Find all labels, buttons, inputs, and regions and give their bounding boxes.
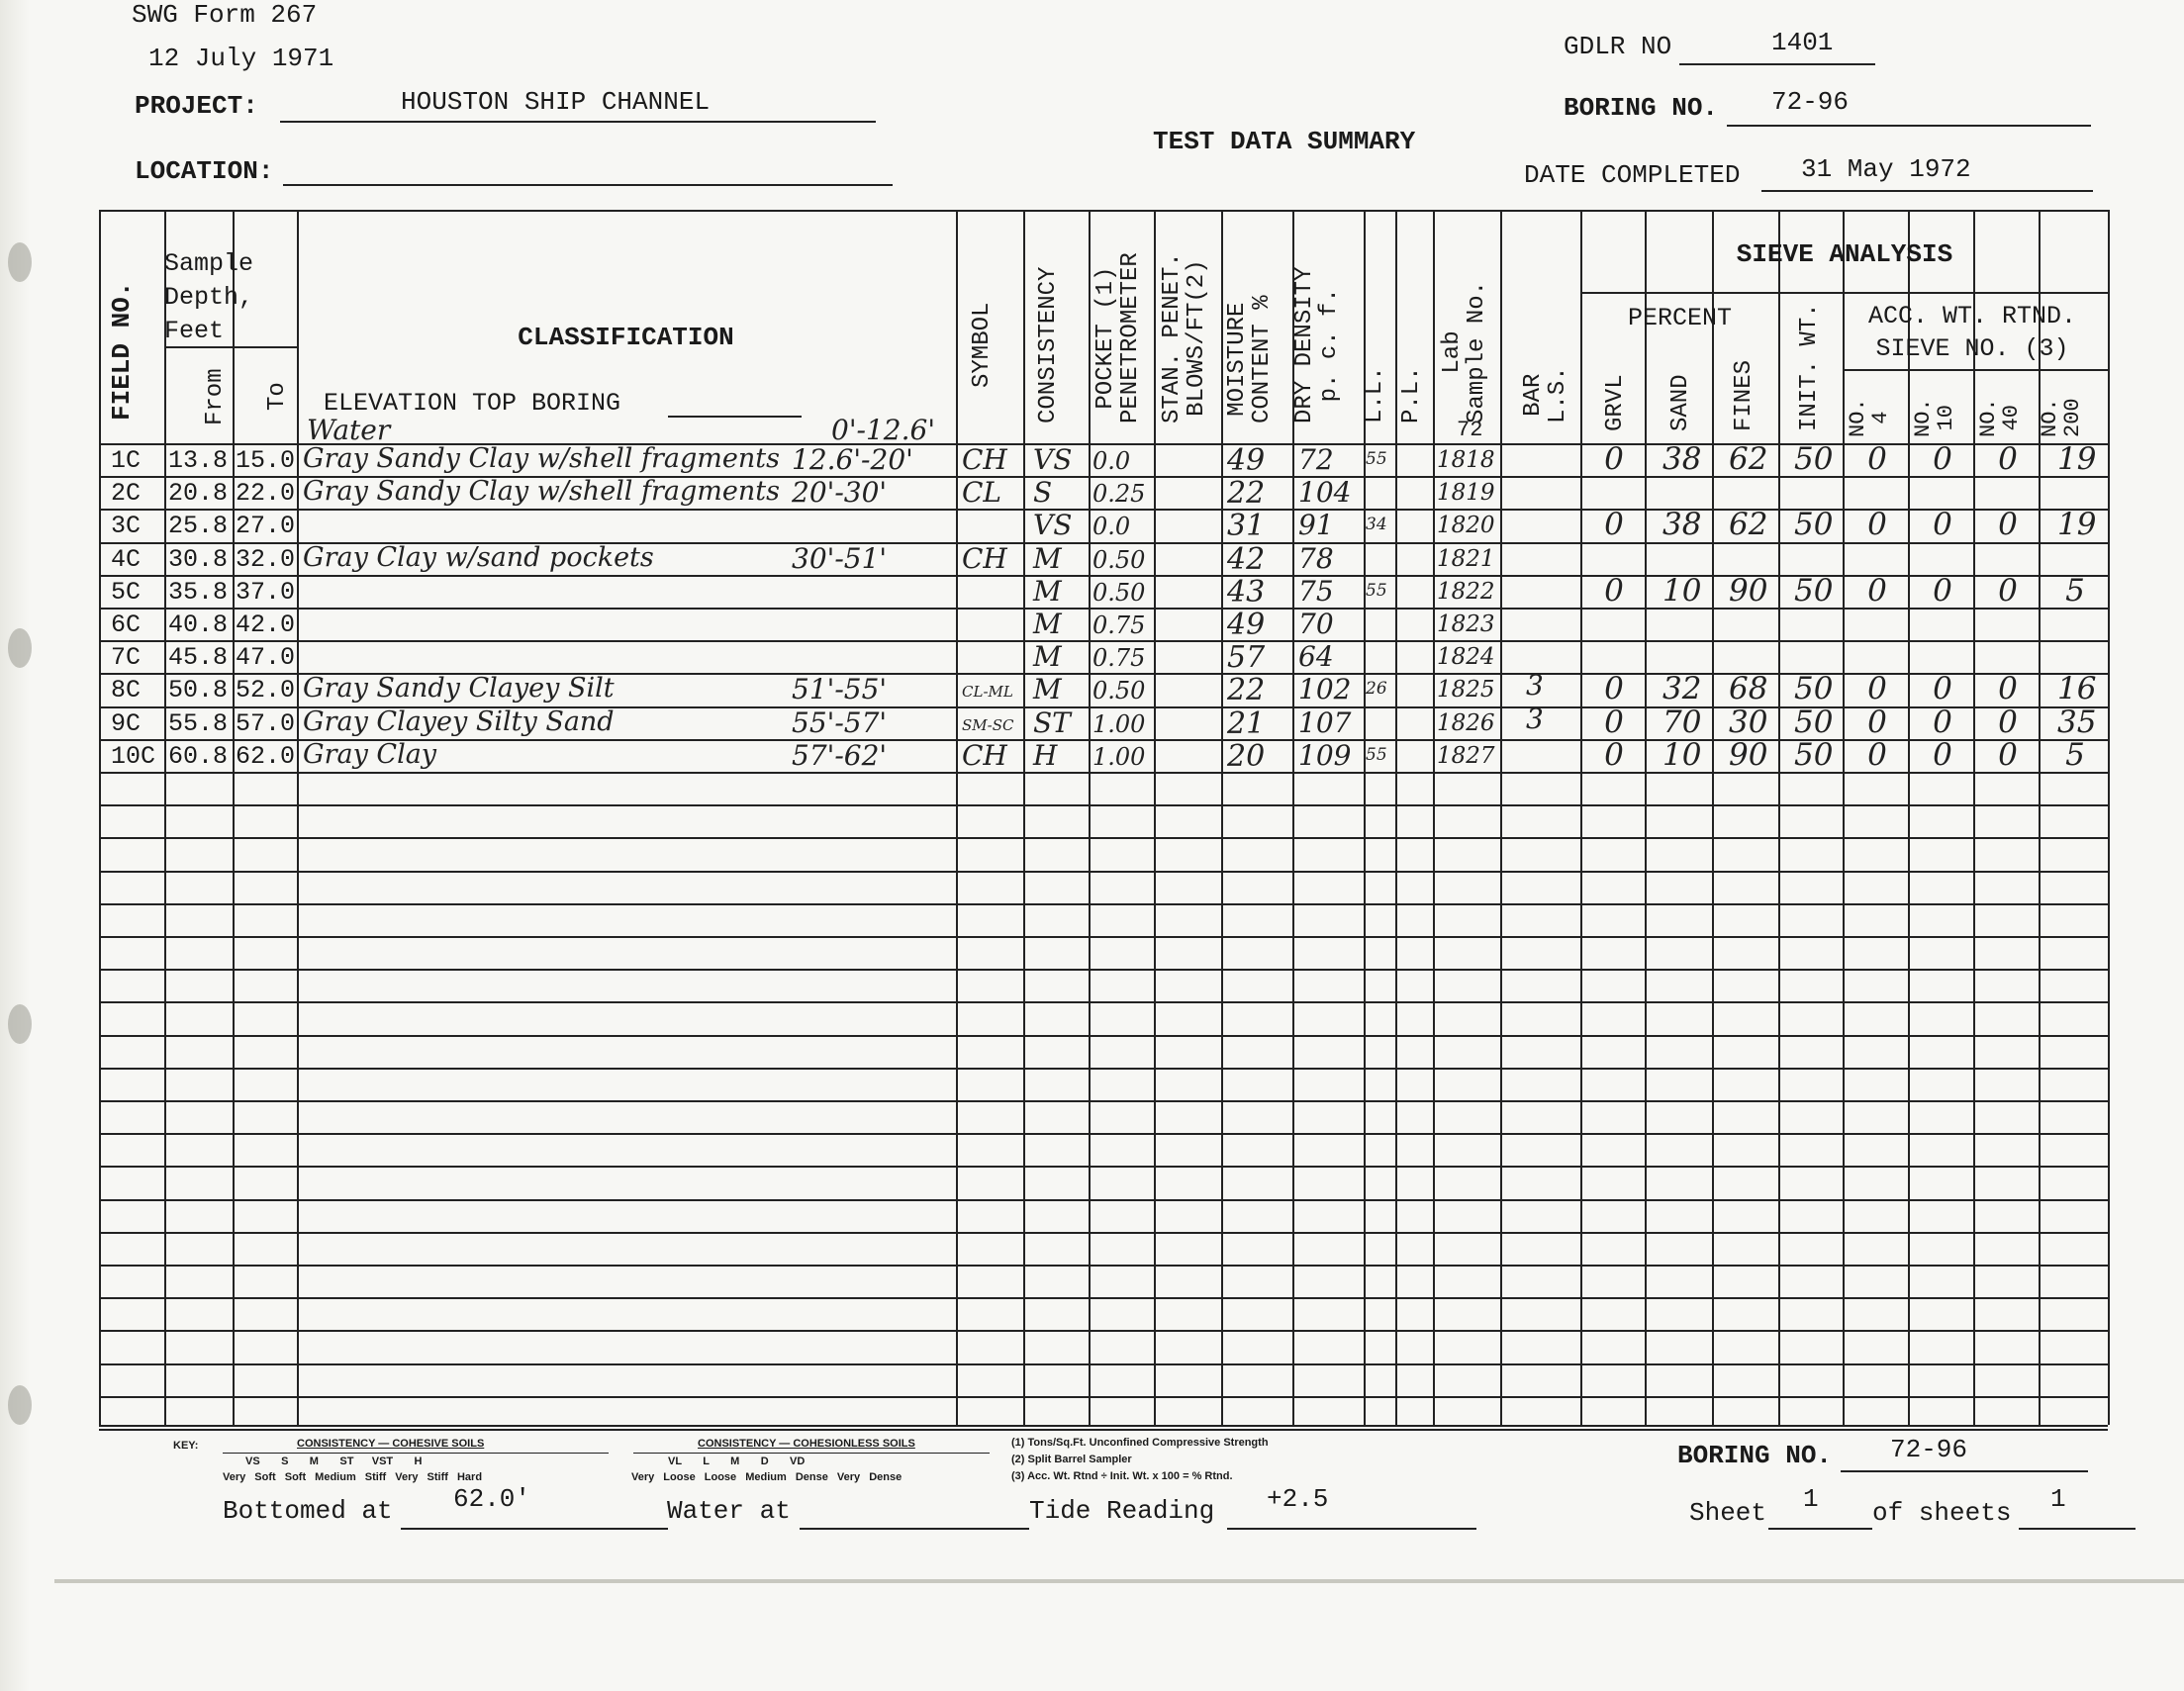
moisture-cell: 31 xyxy=(1227,509,1266,543)
depth-to-cell: 47.0 xyxy=(236,643,296,672)
table-row-rule xyxy=(99,1001,2108,1003)
depth-to-cell: 27.0 xyxy=(236,512,296,540)
header-sand: SAND xyxy=(1667,374,1694,431)
fines-cell: 90 xyxy=(1729,737,1768,773)
dry-density-cell: 104 xyxy=(1298,476,1352,509)
bottomed-label: Bottomed at xyxy=(223,1496,393,1526)
field-no-cell: 6C xyxy=(111,611,142,639)
dry-density-cell: 78 xyxy=(1298,542,1334,575)
n10-cell: 0 xyxy=(1933,671,1952,706)
elevation-range-cell: 30'-51' xyxy=(792,542,888,575)
lab-sample-cell: 1827 xyxy=(1437,743,1495,769)
table-row-rule xyxy=(99,1265,2108,1267)
n40-cell: 0 xyxy=(1998,573,2018,609)
table-border-rule xyxy=(99,1429,2108,1431)
table-row-rule xyxy=(99,837,2108,839)
bottomed-underline xyxy=(401,1528,668,1530)
header-pocket-penetrometer: POCKET (1) PENETROMETER xyxy=(1092,252,1145,423)
table-column-rule xyxy=(1433,210,1435,1425)
depth-from-cell: 35.8 xyxy=(168,578,229,607)
pocket-penetrometer-cell: 0.50 xyxy=(1092,579,1146,607)
symbol-cell: CH xyxy=(962,443,1007,476)
classification-cell: Gray Sandy Clay w/shell fragments xyxy=(303,476,780,507)
ll-cell: 26 xyxy=(1366,679,1387,699)
table-column-rule xyxy=(1712,210,1714,1425)
dry-density-cell: 70 xyxy=(1298,608,1334,640)
depth-to-cell: 52.0 xyxy=(236,676,296,705)
key-cohesionless-abbr: VL L M D VD xyxy=(668,1456,806,1467)
n200-cell: 19 xyxy=(2057,507,2097,542)
header-moisture-content: MOISTURE CONTENT % xyxy=(1224,295,1277,423)
table-row-rule xyxy=(99,1035,2108,1037)
of-sheets-label: of sheets xyxy=(1872,1498,2012,1528)
moisture-cell: 42 xyxy=(1227,542,1266,577)
table-column-rule xyxy=(1221,210,1223,1425)
footer-boring-value: 72-96 xyxy=(1890,1435,1968,1464)
table-row-rule xyxy=(99,1297,2108,1299)
depth-to-cell: 62.0 xyxy=(236,742,296,771)
elevation-range-cell: 57'-62' xyxy=(792,739,888,772)
header-consistency: CONSISTENCY xyxy=(1035,266,1062,423)
project-label: PROJECT: xyxy=(135,91,258,121)
sand-cell: 38 xyxy=(1662,441,1702,477)
header-elevation-top: ELEVATION TOP BORING xyxy=(324,389,621,418)
location-label: LOCATION: xyxy=(135,156,274,186)
dry-density-cell: 91 xyxy=(1298,509,1334,541)
header-percent: PERCENT xyxy=(1627,304,1733,332)
boring-value: 72-96 xyxy=(1771,87,1850,117)
moisture-cell: 22 xyxy=(1227,673,1266,707)
header-dry-density: DRY DENSITY p. c. f. xyxy=(1291,266,1344,423)
fines-cell: 30 xyxy=(1729,705,1768,740)
page-bottom-edge xyxy=(54,1579,2184,1583)
n200-cell: 35 xyxy=(2057,705,2097,740)
table-row-rule xyxy=(99,1330,2108,1332)
gdlr-label: GDLR NO xyxy=(1564,32,1672,61)
header-to: To xyxy=(264,382,291,411)
n4-cell: 0 xyxy=(1867,705,1887,740)
sand-cell: 70 xyxy=(1662,705,1702,740)
fines-cell: 62 xyxy=(1729,507,1768,542)
key-label: KEY: xyxy=(173,1440,199,1452)
symbol-cell: SM-SC xyxy=(962,716,1014,734)
header-init-wt: INIT. WT. xyxy=(1796,303,1823,431)
grvl-cell: 0 xyxy=(1604,737,1624,773)
header-from: From xyxy=(202,368,229,425)
table-column-rule xyxy=(297,210,299,1425)
n40-cell: 0 xyxy=(1998,441,2018,477)
table-column-rule xyxy=(1023,210,1025,1425)
sheet-underline xyxy=(1768,1528,1872,1530)
n200-cell: 19 xyxy=(2057,441,2097,477)
symbol-cell: CH xyxy=(962,739,1007,772)
table-column-rule xyxy=(164,210,166,1425)
init-cell: 50 xyxy=(1794,671,1834,706)
pocket-penetrometer-cell: 1.00 xyxy=(1092,743,1146,771)
init-cell: 50 xyxy=(1794,737,1834,773)
header-field-no: FIELD NO. xyxy=(107,281,137,421)
gdlr-value: 1401 xyxy=(1771,28,1834,57)
depth-to-cell: 22.0 xyxy=(236,479,296,508)
n40-cell: 0 xyxy=(1998,705,2018,740)
depth-from-cell: 40.8 xyxy=(168,611,229,639)
init-cell: 50 xyxy=(1794,507,1834,542)
depth-to-cell: 37.0 xyxy=(236,578,296,607)
field-no-cell: 5C xyxy=(111,578,142,607)
depth-to-cell: 15.0 xyxy=(236,446,296,475)
bottomed-value: 62.0' xyxy=(453,1484,531,1514)
key-note-3: (3) Acc. Wt. Rtnd ÷ Init. Wt. x 100 = % Rtnd. xyxy=(1011,1470,1233,1482)
field-no-cell: 1C xyxy=(111,446,142,475)
depth-to-cell: 42.0 xyxy=(236,611,296,639)
consistency-cell: H xyxy=(1033,739,1058,772)
elevation-range-cell: 55'-57' xyxy=(792,706,888,739)
init-cell: 50 xyxy=(1794,705,1834,740)
dry-density-cell: 64 xyxy=(1298,640,1334,673)
lab-sample-cell: 1819 xyxy=(1437,480,1495,506)
moisture-cell: 22 xyxy=(1227,476,1266,511)
depth-from-cell: 13.8 xyxy=(168,446,229,475)
form-title: TEST DATA SUMMARY xyxy=(1153,127,1416,156)
sheet-label: Sheet xyxy=(1689,1498,1767,1528)
depth-from-cell: 20.8 xyxy=(168,479,229,508)
table-column-rule xyxy=(2108,210,2110,1425)
key-cohesive-title: CONSISTENCY — COHESIVE SOILS xyxy=(297,1438,485,1450)
of-sheets-value: 1 xyxy=(2050,1484,2066,1514)
header-sieve-analysis: SIEVE ANALYSIS xyxy=(1736,239,1953,269)
classification-cell: Gray Clay xyxy=(303,739,437,770)
elevation-underline xyxy=(668,416,802,418)
header-no200: NO. 200 xyxy=(2038,398,2086,437)
acc-subheader-rule xyxy=(1843,369,2108,371)
tide-reading-label: Tide Reading xyxy=(1029,1496,1215,1526)
n200-cell: 5 xyxy=(2065,573,2085,609)
water-label: Water xyxy=(307,414,391,446)
field-no-cell: 2C xyxy=(111,479,142,508)
form-id: SWG Form 267 xyxy=(132,0,318,30)
table-row-rule xyxy=(99,1133,2108,1135)
dry-density-cell: 75 xyxy=(1298,575,1334,608)
n40-cell: 0 xyxy=(1998,507,2018,542)
n10-cell: 0 xyxy=(1933,441,1952,477)
key-cohesive-words: Very Soft Soft Medium Stiff Very Stiff Hard xyxy=(223,1471,483,1483)
table-column-rule xyxy=(1395,210,1397,1425)
footer-boring-label: BORING NO. xyxy=(1677,1441,1833,1470)
n4-cell: 0 xyxy=(1867,671,1887,706)
table-column-rule xyxy=(1154,210,1156,1425)
key-cohesive-abbr: VS S M ST VST H xyxy=(245,1456,423,1467)
consistency-cell: M xyxy=(1033,542,1062,575)
header-acc-wt: ACC. WT. RTND. xyxy=(1867,302,2077,330)
key-cohesionless-words: Very Loose Loose Medium Dense Very Dense xyxy=(631,1471,902,1483)
n10-cell: 0 xyxy=(1933,705,1952,740)
table-row-rule xyxy=(99,1068,2108,1070)
table-column-rule xyxy=(233,210,235,1425)
sand-cell: 32 xyxy=(1662,671,1702,706)
header-no10: NO. 10 xyxy=(1911,398,1959,437)
bar-ls-cell: 3 xyxy=(1526,669,1544,702)
consistency-cell: VS xyxy=(1033,443,1073,476)
field-no-cell: 8C xyxy=(111,676,142,705)
table-column-rule xyxy=(1500,210,1502,1425)
grvl-cell: 0 xyxy=(1604,671,1624,706)
table-row-rule xyxy=(99,1232,2108,1234)
water-range: 0'-12.6' xyxy=(831,414,936,446)
grvl-cell: 0 xyxy=(1604,573,1624,609)
pocket-penetrometer-cell: 0.50 xyxy=(1092,677,1146,705)
consistency-cell: VS xyxy=(1033,509,1073,541)
moisture-cell: 57 xyxy=(1227,640,1266,675)
dry-density-cell: 107 xyxy=(1298,706,1352,739)
table-column-rule xyxy=(1843,210,1845,1425)
lab-sample-cell: 1824 xyxy=(1437,644,1495,670)
consistency-cell: M xyxy=(1033,673,1062,705)
init-cell: 50 xyxy=(1794,441,1834,477)
n10-cell: 0 xyxy=(1933,573,1952,609)
grvl-cell: 0 xyxy=(1604,441,1624,477)
date-completed-value: 31 May 1972 xyxy=(1801,154,1971,184)
table-bottom-rule xyxy=(99,1425,2108,1427)
table-row-rule xyxy=(99,1396,2108,1398)
date-completed-label: DATE COMPLETED xyxy=(1524,160,1741,190)
lab-sample-cell: 1822 xyxy=(1437,579,1495,605)
boring-label: BORING NO. xyxy=(1564,93,1719,123)
key-note-2: (2) Split Barrel Sampler xyxy=(1011,1454,1132,1465)
table-column-rule xyxy=(1645,210,1647,1425)
pocket-penetrometer-cell: 0.50 xyxy=(1092,546,1146,574)
field-no-cell: 7C xyxy=(111,643,142,672)
field-no-cell: 4C xyxy=(111,545,142,574)
table-row-rule xyxy=(99,1199,2108,1201)
grvl-cell: 0 xyxy=(1604,705,1624,740)
table-column-rule xyxy=(1908,210,1910,1425)
ll-cell: 34 xyxy=(1366,515,1387,534)
table-row-rule xyxy=(99,1166,2108,1168)
n200-cell: 5 xyxy=(2065,737,2085,773)
elevation-range-cell: 51'-55' xyxy=(792,673,888,705)
depth-from-cell: 60.8 xyxy=(168,742,229,771)
water-at-label: Water at xyxy=(667,1496,791,1526)
moisture-cell: 43 xyxy=(1227,575,1266,610)
depth-from-cell: 30.8 xyxy=(168,545,229,574)
classification-cell: Gray Sandy Clayey Silt xyxy=(303,673,615,704)
project-value: HOUSTON SHIP CHANNEL xyxy=(401,87,711,117)
table-column-rule xyxy=(1973,210,1975,1425)
table-column-rule xyxy=(956,210,958,1425)
dry-density-cell: 102 xyxy=(1298,673,1352,705)
header-stan-penet: STAN. PENET. BLOWS/FT(2) xyxy=(1159,252,1211,423)
pocket-penetrometer-cell: 0.75 xyxy=(1092,644,1146,672)
table-column-rule xyxy=(2039,210,2041,1425)
moisture-cell: 49 xyxy=(1227,608,1266,642)
lab-sample-cell: 1825 xyxy=(1437,677,1495,703)
consistency-cell: M xyxy=(1033,608,1062,640)
moisture-cell: 21 xyxy=(1227,706,1266,741)
ll-cell: 55 xyxy=(1366,449,1387,469)
table-column-rule xyxy=(99,210,101,1425)
n40-cell: 0 xyxy=(1998,737,2018,773)
table-row-rule xyxy=(99,969,2108,971)
table-column-rule xyxy=(1089,210,1091,1425)
header-fines: FINES xyxy=(1731,359,1757,431)
sieve-subheader-rule xyxy=(1580,292,2108,294)
symbol-cell: CH xyxy=(962,542,1007,575)
table-row-rule xyxy=(99,871,2108,873)
table-row-rule xyxy=(99,1363,2108,1365)
pocket-penetrometer-cell: 1.00 xyxy=(1092,710,1146,738)
pocket-penetrometer-cell: 0.25 xyxy=(1092,480,1146,508)
consistency-cell: ST xyxy=(1033,706,1071,739)
consistency-cell: M xyxy=(1033,640,1062,673)
footer-boring-underline xyxy=(1841,1470,2088,1472)
pocket-penetrometer-cell: 0.75 xyxy=(1092,611,1146,639)
fines-cell: 68 xyxy=(1729,671,1768,706)
n200-cell: 16 xyxy=(2057,671,2097,706)
fines-cell: 90 xyxy=(1729,573,1768,609)
sand-cell: 10 xyxy=(1662,573,1702,609)
depth-from-cell: 55.8 xyxy=(168,709,229,738)
field-no-cell: 3C xyxy=(111,512,142,540)
lab-sample-cell: 1826 xyxy=(1437,710,1495,736)
table-column-rule xyxy=(1778,210,1780,1425)
lab-sample-cell: 1823 xyxy=(1437,611,1495,637)
n40-cell: 0 xyxy=(1998,671,2018,706)
header-no40: NO. 40 xyxy=(1976,398,2025,437)
lab-sample-cell: 1818 xyxy=(1437,447,1495,473)
table-top-rule xyxy=(99,210,2108,212)
header-pl: P.L. xyxy=(1398,366,1425,423)
pocket-penetrometer-cell: 0.0 xyxy=(1092,513,1131,540)
header-bar-ls: BAR L.S. xyxy=(1520,366,1572,423)
n10-cell: 0 xyxy=(1933,507,1952,542)
init-cell: 50 xyxy=(1794,573,1834,609)
sand-cell: 38 xyxy=(1662,507,1702,542)
n4-cell: 0 xyxy=(1867,441,1887,477)
table-row-rule xyxy=(99,903,2108,905)
moisture-cell: 20 xyxy=(1227,739,1266,774)
header-sample-depth: Sample Depth, Feet xyxy=(164,249,254,345)
moisture-cell: 49 xyxy=(1227,443,1266,478)
bar-ls-cell: 3 xyxy=(1526,703,1544,735)
tide-underline xyxy=(1227,1528,1476,1530)
header-classification: CLASSIFICATION xyxy=(518,323,734,352)
lab-sample-cell: 1821 xyxy=(1437,546,1495,572)
elevation-range-cell: 12.6'-20' xyxy=(792,443,913,476)
n4-cell: 0 xyxy=(1867,507,1887,542)
of-sheets-underline xyxy=(2019,1528,2136,1530)
header-sieve-no: SIEVE NO. (3) xyxy=(1875,334,2069,363)
key-cohesive-rule xyxy=(223,1453,609,1454)
sand-cell: 10 xyxy=(1662,737,1702,773)
header-ll: L.L. xyxy=(1362,366,1388,423)
water-at-underline xyxy=(800,1528,1029,1530)
table-row-rule xyxy=(99,804,2108,806)
depth-from-cell: 25.8 xyxy=(168,512,229,540)
elevation-range-cell: 20'-30' xyxy=(792,476,888,509)
symbol-cell: CL xyxy=(962,476,1002,509)
lab-sample-cell: 1820 xyxy=(1437,513,1495,538)
pocket-penetrometer-cell: 0.0 xyxy=(1092,447,1131,475)
depth-from-cell: 50.8 xyxy=(168,676,229,705)
n4-cell: 0 xyxy=(1867,737,1887,773)
field-no-cell: 9C xyxy=(111,709,142,738)
dry-density-cell: 109 xyxy=(1298,739,1352,772)
classification-cell: Gray Clayey Silty Sand xyxy=(303,706,615,737)
header-no4: NO. 4 xyxy=(1846,398,1894,437)
key-note-1: (1) Tons/Sq.Ft. Unconfined Compressive Strength xyxy=(1011,1437,1269,1449)
consistency-cell: M xyxy=(1033,575,1062,608)
depth-to-cell: 32.0 xyxy=(236,545,296,574)
header-grvl: GRVL xyxy=(1602,374,1629,431)
key-cohesionless-title: CONSISTENCY — COHESIONLESS SOILS xyxy=(698,1438,915,1450)
sheet-value: 1 xyxy=(1803,1484,1819,1514)
depth-from-cell: 45.8 xyxy=(168,643,229,672)
header-symbol: SYMBOL xyxy=(969,302,996,388)
form-date: 12 July 1971 xyxy=(148,44,334,73)
field-no-cell: 10C xyxy=(111,742,156,771)
classification-cell: Gray Clay w/sand pockets xyxy=(303,542,654,573)
header-lab-sample: Lab Sample No. xyxy=(1439,280,1491,423)
table-row-rule xyxy=(99,1100,2108,1102)
consistency-cell: S xyxy=(1033,476,1053,509)
table-row-rule xyxy=(99,936,2108,938)
symbol-cell: CL-ML xyxy=(962,683,1013,701)
ll-cell: 55 xyxy=(1366,581,1387,601)
fines-cell: 62 xyxy=(1729,441,1768,477)
grvl-cell: 0 xyxy=(1604,507,1624,542)
n10-cell: 0 xyxy=(1933,737,1952,773)
table-row-rule xyxy=(99,640,2108,642)
depth-to-cell: 57.0 xyxy=(236,709,296,738)
ll-cell: 55 xyxy=(1366,745,1387,765)
dry-density-cell: 72 xyxy=(1298,443,1334,476)
classification-cell: Gray Sandy Clay w/shell fragments xyxy=(303,443,780,474)
table-column-rule xyxy=(1580,210,1582,1425)
header-lab-year: 72 xyxy=(1457,418,1483,442)
n4-cell: 0 xyxy=(1867,573,1887,609)
key-cohesionless-rule xyxy=(633,1453,990,1454)
tide-reading-value: +2.5 xyxy=(1267,1484,1329,1514)
